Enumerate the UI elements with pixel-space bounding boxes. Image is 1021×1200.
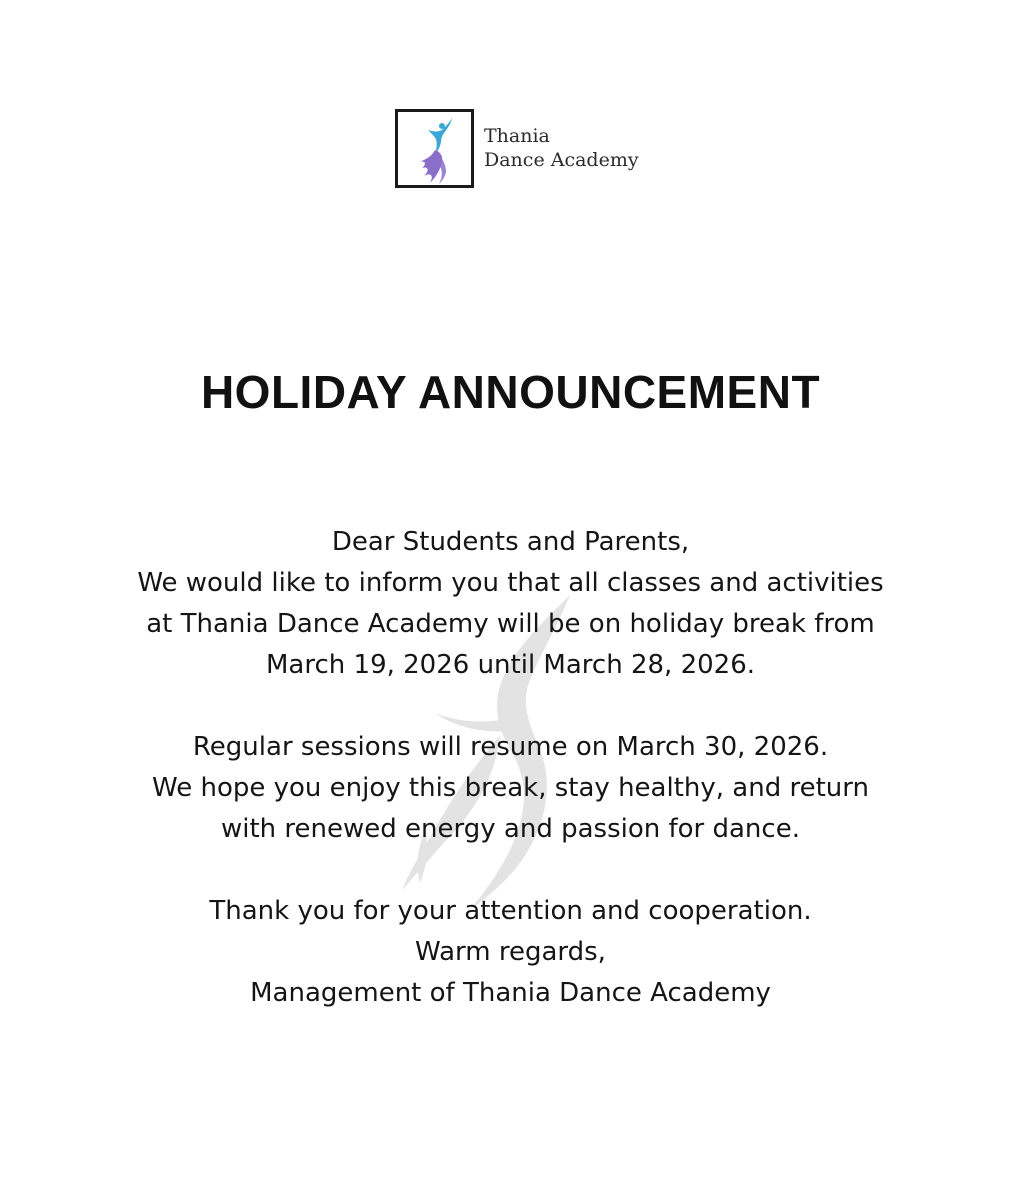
paragraph-spacer — [0, 850, 1021, 891]
academy-name-line1: Thania — [484, 125, 550, 147]
academy-name — [484, 124, 639, 172]
paragraph-spacer — [0, 686, 1021, 727]
paragraph1-line: We would like to inform you that all classes and activities — [137, 568, 884, 598]
academy-logo — [395, 109, 474, 188]
paragraph2-line: We hope you enjoy this break, stay healthy, and return — [152, 773, 869, 803]
academy-name-line2: Dance Academy — [484, 149, 639, 171]
closing-line: Warm regards, — [415, 937, 606, 967]
dancer-logo-icon — [404, 114, 466, 186]
announcement-body — [0, 522, 1021, 1014]
paragraph2-line: with renewed energy and passion for dance. — [221, 814, 800, 844]
paragraph2-line: Regular sessions will resume on March 30, 2026. — [192, 732, 829, 762]
signature-line: Management of Thania Dance Academy — [250, 978, 771, 1008]
paragraph1-line: at Thania Dance Academy will be on holiday break from — [146, 609, 875, 639]
greeting: Dear Students and Parents, — [331, 527, 690, 557]
page-title: HOLIDAY ANNOUNCEMENT — [200, 366, 821, 418]
closing-line: Thank you for your attention and cooperation. — [209, 896, 812, 926]
paragraph1-line: March 19, 2026 until March 28, 2026. — [266, 650, 755, 680]
